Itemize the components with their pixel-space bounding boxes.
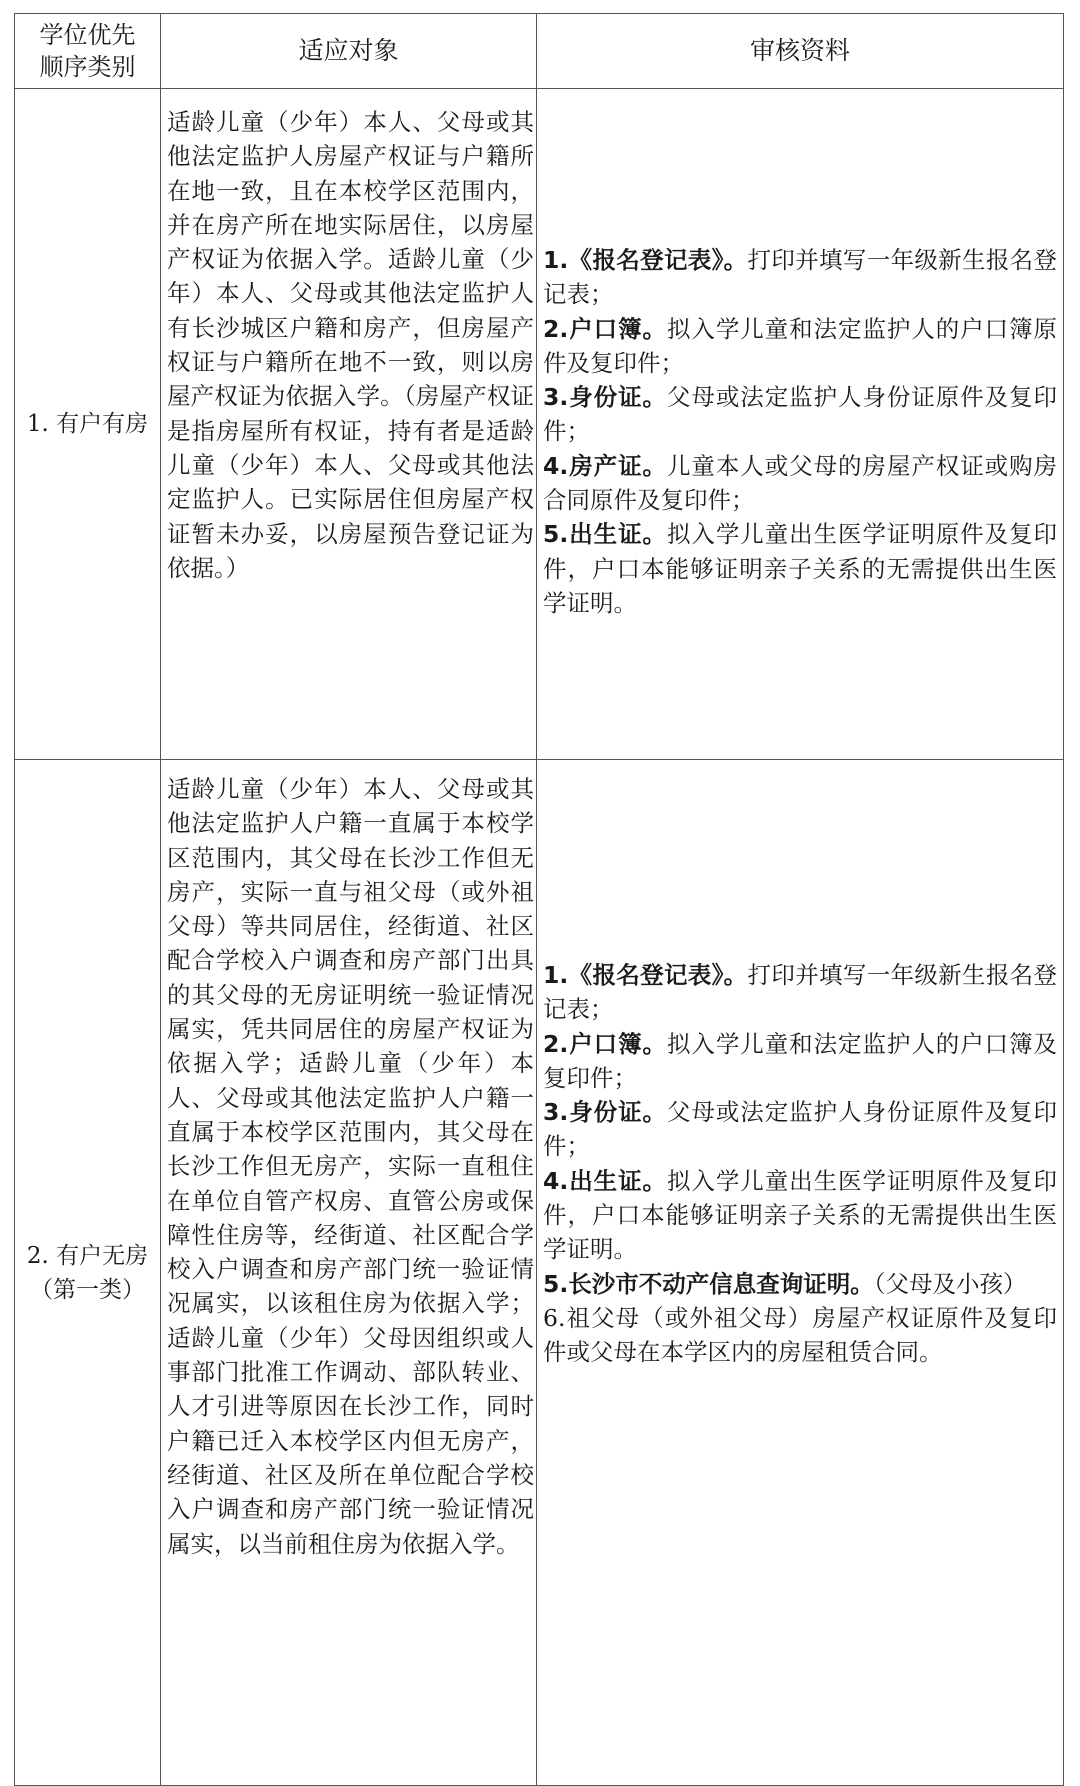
header-category bbox=[15, 14, 161, 89]
document-number: 4. bbox=[543, 1166, 569, 1195]
document-title: 户口簿。 bbox=[568, 1029, 667, 1058]
document-item bbox=[543, 1027, 1057, 1096]
document-text: 拟入学儿童出生医学证明原件及复印件，户口本能够证明亲子关系的无需提供出生医学证明。 bbox=[543, 520, 1058, 617]
document-title: 出生证。 bbox=[568, 520, 667, 549]
document-text: 父母或法定监护人身份证原件及复印件； bbox=[543, 383, 1058, 446]
document-item bbox=[543, 1267, 1057, 1301]
target-cell: 适龄儿童（少年）本人、父母或其他法定监护人户籍一直属于本校学区范围内，其父母在长沙工作但无房产，实际一直与祖父母（或外祖父母）等共同居住，经街道、社区配合学校入户调查和房产部门出具的其父母的无房证明统一验证情况属实，凭共同居住的房屋产权证为依据入学；适龄儿童（少年）本人、父母或其他法定监护人户籍一直属于本校学区范围内，其父母在长沙工作但无房产，实际一直租住在单位自管产权房、直管公房或保障性住房等，经街道、社区配合学校入户调查和房产部门统一验证情况属实，以该租住房为依据入学；适龄儿童（少年）父母因组织或人事部门批准工作调动、部队转业、人才引进等原因在长沙工作，同时户籍已迁入本校学区内但无房产，经街道、社区及所在单位配合学校入户调查和房产部门统一验证情况属实，以当前租住房为依据入学。 bbox=[161, 760, 537, 1786]
category-cell bbox=[15, 760, 161, 1786]
document-number: 3. bbox=[543, 1098, 569, 1127]
document-title: 身份证。 bbox=[568, 1098, 667, 1127]
document-item bbox=[543, 380, 1057, 449]
header-documents: 审核资料 bbox=[537, 14, 1064, 89]
category-cell bbox=[15, 89, 161, 760]
header-target: 适应对象 bbox=[161, 14, 537, 89]
document-item bbox=[543, 1095, 1057, 1164]
document-text: 打印并填写一年级新生报名登记表； bbox=[543, 246, 1058, 309]
document-text: 祖父母（或外祖父母）房屋产权证原件及复印件或父母在本学区内的房屋租赁合同。 bbox=[543, 1303, 1057, 1367]
document-item bbox=[543, 243, 1057, 312]
document-item bbox=[543, 312, 1057, 381]
document-title: 长沙市不动产信息查询证明。 bbox=[568, 1269, 874, 1298]
admission-criteria-table bbox=[14, 13, 1064, 1786]
category-label: 2. 有户无房 bbox=[26, 1242, 149, 1269]
document-number: 5. bbox=[543, 1269, 569, 1298]
document-title: 出生证。 bbox=[568, 1166, 667, 1195]
document-item bbox=[543, 449, 1057, 518]
document-text: 儿童本人或父母的房屋产权证或购房合同原件及复印件； bbox=[543, 451, 1058, 515]
document-item bbox=[543, 517, 1057, 620]
document-number: 6. bbox=[543, 1303, 566, 1332]
document-title: 《报名登记表》。 bbox=[568, 961, 748, 989]
header-row bbox=[15, 14, 1064, 89]
document-text: 拟入学儿童和法定监护人的户口簿及复印件； bbox=[543, 1029, 1058, 1092]
document-number: 1. bbox=[543, 961, 569, 989]
document-number: 2. bbox=[543, 1029, 569, 1058]
document-text: 打印并填写一年级新生报名登记表； bbox=[543, 961, 1058, 1024]
document-title: 户口簿。 bbox=[568, 314, 667, 343]
document-text: 父母或法定监护人身份证原件及复印件； bbox=[543, 1098, 1058, 1161]
document-title: 身份证。 bbox=[568, 383, 667, 412]
document-item bbox=[543, 1301, 1057, 1370]
category-label: 1. 有户有房 bbox=[26, 411, 149, 437]
documents-cell bbox=[537, 760, 1064, 1786]
document-number: 3. bbox=[543, 383, 569, 412]
document-title: 房产证。 bbox=[568, 451, 667, 480]
document-text: 拟入学儿童和法定监护人的户口簿原件及复印件； bbox=[543, 314, 1058, 377]
document-text: 拟入学儿童出生医学证明原件及复印件，户口本能够证明亲子关系的无需提供出生医学证明。 bbox=[543, 1166, 1058, 1264]
document-number: 1. bbox=[543, 246, 569, 274]
document-number: 4. bbox=[543, 451, 569, 480]
table-row bbox=[15, 760, 1064, 1786]
header-category-line1: 学位优先 bbox=[39, 21, 136, 49]
document-number: 5. bbox=[543, 520, 569, 549]
document-text: （父母及小孩） bbox=[873, 1269, 1027, 1298]
document-item bbox=[543, 1164, 1057, 1267]
document-item bbox=[543, 958, 1057, 1027]
category-sublabel: （第一类） bbox=[30, 1276, 145, 1303]
documents-cell bbox=[537, 89, 1064, 760]
document-title: 《报名登记表》。 bbox=[568, 246, 748, 274]
table-row bbox=[15, 89, 1064, 760]
header-category-line2: 顺序类别 bbox=[39, 53, 136, 81]
target-cell: 适龄儿童（少年）本人、父母或其他法定监护人房屋产权证与户籍所在地一致，且在本校学区范围内，并在房产所在地实际居住，以房屋产权证为依据入学。适龄儿童（少年）本人、父母或其他法定监护人有长沙城区户籍和房产，但房屋产权证与户籍所在地不一致，则以房屋产权证为依据入学。（房屋产权证是指房屋所有权证，持有者是适龄儿童（少年）本人、父母或其他法定监护人。已实际居住但房屋产权证暂未办妥，以房屋预告登记证为依据。） bbox=[161, 89, 537, 760]
document-number: 2. bbox=[543, 314, 569, 343]
